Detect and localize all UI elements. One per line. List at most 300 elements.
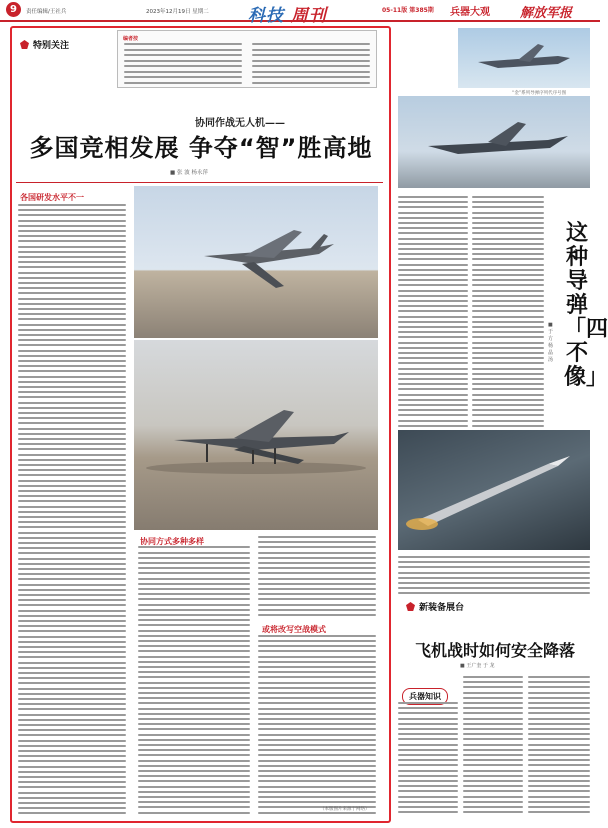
text-line	[472, 404, 544, 406]
text-line	[398, 414, 468, 416]
text-line	[18, 329, 126, 331]
text-line	[398, 378, 468, 380]
text-line	[463, 744, 523, 746]
text-line	[472, 222, 544, 224]
text-line	[18, 287, 126, 289]
text-line	[398, 310, 468, 312]
text-line	[138, 723, 250, 725]
text-line	[138, 619, 250, 621]
text-line	[18, 792, 126, 794]
issue-number: 05-11版 第385期	[382, 7, 434, 14]
text-line	[18, 220, 126, 222]
text-line	[463, 723, 523, 725]
text-line	[398, 409, 468, 411]
text-line	[398, 284, 468, 286]
text-line	[463, 697, 523, 699]
text-line	[258, 588, 376, 590]
text-line	[124, 43, 242, 45]
text-line	[252, 65, 370, 67]
text-line	[258, 562, 376, 564]
brand-sub: 周刊	[290, 6, 327, 26]
text-line	[398, 425, 468, 427]
special-focus-tag	[20, 38, 69, 51]
text-line	[138, 687, 250, 689]
text-line	[398, 196, 468, 198]
text-line	[258, 765, 376, 767]
text-line	[472, 373, 544, 375]
text-line	[463, 801, 523, 803]
text-line	[138, 604, 250, 606]
text-line	[138, 557, 250, 559]
text-line	[398, 274, 468, 276]
text-line	[472, 248, 544, 250]
text-line	[138, 749, 250, 751]
text-line	[463, 712, 523, 714]
text-line	[472, 227, 544, 229]
text-line	[18, 438, 126, 440]
new-equipment-tag	[406, 600, 464, 613]
text-line	[398, 373, 468, 375]
text-line	[398, 238, 468, 240]
text-line	[18, 755, 126, 757]
text-line	[258, 567, 376, 569]
text-line	[138, 614, 250, 616]
drone-runway-icon	[134, 340, 378, 530]
text-line	[463, 770, 523, 772]
brand-main: 科技	[248, 6, 284, 26]
text-line	[18, 625, 126, 627]
text-line	[463, 785, 523, 787]
text-line	[398, 347, 468, 349]
text-line	[398, 702, 458, 704]
text-line	[18, 719, 126, 721]
text-line	[252, 82, 370, 84]
text-line	[138, 578, 250, 580]
text-line	[528, 744, 590, 746]
text-line	[18, 386, 126, 388]
text-line	[528, 712, 590, 714]
text-line	[472, 342, 544, 344]
text-line	[463, 733, 523, 735]
pin-icon	[20, 40, 29, 49]
text-line	[398, 212, 468, 214]
text-line	[528, 801, 590, 803]
text-line	[398, 738, 458, 740]
text-line	[138, 791, 250, 793]
text-line	[398, 222, 468, 224]
text-line	[138, 666, 250, 668]
text-line	[472, 238, 544, 240]
text-line	[398, 723, 458, 725]
text-line	[398, 561, 590, 563]
text-line	[472, 295, 544, 297]
text-line	[398, 749, 458, 751]
aircraft-icon	[398, 96, 590, 188]
text-line	[18, 485, 126, 487]
text-line	[252, 54, 370, 56]
article-byline: ■ 张 波 杨永萍	[170, 170, 208, 176]
text-line	[138, 692, 250, 694]
weapon-knowledge-label: 兵器知识	[409, 692, 441, 701]
text-line	[528, 796, 590, 798]
text-line	[472, 212, 544, 214]
text-line	[18, 469, 126, 471]
text-line	[124, 60, 242, 62]
text-line	[463, 790, 523, 792]
text-line	[138, 671, 250, 673]
text-line	[398, 217, 468, 219]
text-line	[463, 811, 523, 813]
text-line	[258, 604, 376, 606]
text-line	[18, 428, 126, 430]
text-line	[258, 786, 376, 788]
text-line	[528, 686, 590, 688]
new-equipment-label: 新装备展台	[419, 603, 465, 613]
text-line	[18, 568, 126, 570]
text-line	[472, 378, 544, 380]
text-line	[398, 572, 590, 574]
missile-icon	[398, 430, 590, 550]
text-line	[398, 566, 590, 568]
article-headline: 多国竞相发展 争夺“智”胜高地	[29, 134, 373, 162]
text-line	[472, 336, 544, 338]
text-line	[18, 261, 126, 263]
text-line	[18, 246, 126, 248]
text-line	[138, 770, 250, 772]
text-line	[18, 516, 126, 518]
text-line	[18, 672, 126, 674]
text-line	[398, 759, 458, 761]
text-line	[398, 811, 458, 813]
missile-article-byline: ■ 于 方 杨 晶 汤	[548, 322, 554, 363]
text-line	[398, 368, 468, 370]
text-line	[138, 734, 250, 736]
text-line	[18, 381, 126, 383]
text-line	[463, 728, 523, 730]
text-line	[18, 662, 126, 664]
text-line	[398, 290, 468, 292]
text-line	[138, 682, 250, 684]
text-line	[472, 196, 544, 198]
text-line	[463, 806, 523, 808]
text-line	[18, 376, 126, 378]
text-line	[18, 745, 126, 747]
text-line	[138, 765, 250, 767]
text-line	[18, 740, 126, 742]
text-line	[528, 733, 590, 735]
text-line	[18, 407, 126, 409]
text-line	[472, 409, 544, 411]
text-line	[258, 682, 376, 684]
text-line	[463, 702, 523, 704]
text-line	[258, 661, 376, 663]
text-line	[18, 781, 126, 783]
page-header	[0, 0, 600, 26]
text-line	[463, 775, 523, 777]
text-line	[398, 785, 458, 787]
image-source-note: （本版图片来源于网络）	[320, 807, 370, 812]
text-line	[258, 801, 376, 803]
text-line	[258, 697, 376, 699]
text-line	[258, 708, 376, 710]
text-line	[258, 713, 376, 715]
text-line	[258, 635, 376, 637]
text-line	[528, 785, 590, 787]
text-line	[398, 232, 468, 234]
text-line	[18, 776, 126, 778]
text-line	[138, 593, 250, 595]
text-line	[398, 279, 468, 281]
text-line	[258, 749, 376, 751]
text-line	[398, 556, 590, 558]
jet-icon	[458, 28, 590, 88]
text-line	[18, 402, 126, 404]
text-line	[528, 780, 590, 782]
brand-logo	[248, 1, 327, 26]
text-line	[252, 76, 370, 78]
text-line	[18, 391, 126, 393]
text-line	[398, 707, 458, 709]
text-line	[472, 300, 544, 302]
text-line	[398, 362, 468, 364]
missile-launch-photo	[398, 430, 590, 550]
text-line	[398, 248, 468, 250]
text-line	[18, 298, 126, 300]
text-line	[18, 230, 126, 232]
text-line	[258, 723, 376, 725]
editor-note-box	[117, 30, 377, 88]
text-line	[398, 592, 590, 594]
text-line	[18, 714, 126, 716]
text-line	[528, 790, 590, 792]
text-line	[528, 806, 590, 808]
text-line	[398, 770, 458, 772]
text-line	[398, 206, 468, 208]
text-line	[18, 235, 126, 237]
text-line	[258, 557, 376, 559]
text-line	[18, 365, 126, 367]
text-line	[138, 661, 250, 663]
text-line	[138, 786, 250, 788]
text-line	[472, 394, 544, 396]
text-line	[18, 360, 126, 362]
text-line	[463, 759, 523, 761]
drone-flight-icon	[134, 186, 378, 338]
text-line	[124, 71, 242, 73]
text-line	[528, 738, 590, 740]
text-line	[18, 729, 126, 731]
text-line	[258, 796, 376, 798]
text-line	[18, 495, 126, 497]
text-line	[472, 414, 544, 416]
text-line	[398, 326, 468, 328]
text-line	[463, 686, 523, 688]
text-line	[398, 744, 458, 746]
text-line	[138, 640, 250, 642]
text-line	[18, 698, 126, 700]
text-line	[528, 676, 590, 678]
text-line	[124, 76, 242, 78]
text-line	[398, 404, 468, 406]
text-line	[138, 744, 250, 746]
text-line	[398, 300, 468, 302]
text-line	[18, 204, 126, 206]
text-line	[124, 49, 242, 51]
text-line	[398, 728, 458, 730]
text-line	[258, 734, 376, 736]
text-line	[18, 303, 126, 305]
text-line	[472, 347, 544, 349]
text-line	[398, 253, 468, 255]
text-line	[398, 712, 458, 714]
text-line	[528, 759, 590, 761]
text-line	[472, 310, 544, 312]
text-line	[472, 321, 544, 323]
text-line	[138, 775, 250, 777]
text-line	[18, 433, 126, 435]
page-number: 9	[6, 2, 21, 17]
text-line	[18, 558, 126, 560]
text-line	[258, 578, 376, 580]
text-line	[398, 227, 468, 229]
text-line	[258, 593, 376, 595]
text-line	[18, 313, 126, 315]
text-line	[472, 425, 544, 427]
text-line	[463, 681, 523, 683]
text-line	[18, 339, 126, 341]
text-line	[472, 399, 544, 401]
text-line	[18, 324, 126, 326]
text-line	[258, 739, 376, 741]
text-line	[258, 744, 376, 746]
text-line	[472, 352, 544, 354]
text-line	[398, 243, 468, 245]
text-line	[258, 760, 376, 762]
aircraft-photo	[398, 96, 590, 188]
text-line	[463, 676, 523, 678]
text-line	[472, 201, 544, 203]
text-line	[18, 464, 126, 466]
text-line	[472, 274, 544, 276]
drone-runway-photo	[134, 340, 378, 530]
text-line	[258, 671, 376, 673]
text-line	[258, 656, 376, 658]
text-line	[138, 656, 250, 658]
text-line	[124, 65, 242, 67]
text-line	[18, 256, 126, 258]
section-heading-1: 各国研发水平不一	[20, 193, 84, 202]
text-line	[472, 383, 544, 385]
text-line	[18, 277, 126, 279]
text-line	[138, 635, 250, 637]
text-line	[463, 718, 523, 720]
text-line	[528, 681, 590, 683]
text-line	[18, 599, 126, 601]
text-line	[18, 641, 126, 643]
text-line	[138, 588, 250, 590]
pin-icon	[406, 602, 415, 611]
text-line	[18, 573, 126, 575]
text-line	[18, 521, 126, 523]
text-line	[528, 707, 590, 709]
text-line	[18, 646, 126, 648]
text-line	[528, 775, 590, 777]
special-focus-label: 特别关注	[33, 41, 70, 51]
text-line	[463, 692, 523, 694]
text-line	[398, 295, 468, 297]
text-line	[472, 279, 544, 281]
text-line	[138, 583, 250, 585]
text-line	[472, 253, 544, 255]
text-line	[528, 770, 590, 772]
text-line	[138, 718, 250, 720]
text-line	[528, 749, 590, 751]
text-line	[398, 269, 468, 271]
text-line	[252, 49, 370, 51]
text-line	[18, 563, 126, 565]
text-line	[258, 666, 376, 668]
text-line	[528, 728, 590, 730]
text-line	[472, 420, 544, 422]
text-line	[18, 547, 126, 549]
text-line	[258, 770, 376, 772]
text-line	[398, 420, 468, 422]
text-line	[472, 316, 544, 318]
text-line	[398, 342, 468, 344]
text-line	[398, 577, 590, 579]
text-line	[138, 630, 250, 632]
missile-family-caption: “金”系列导弹序列代序号图	[512, 91, 567, 96]
text-line	[138, 552, 250, 554]
text-line	[138, 760, 250, 762]
text-line	[398, 754, 458, 756]
text-line	[472, 232, 544, 234]
text-line	[18, 688, 126, 690]
text-line	[472, 217, 544, 219]
text-line	[398, 399, 468, 401]
text-line	[138, 713, 250, 715]
text-line	[124, 82, 242, 84]
text-line	[18, 620, 126, 622]
text-line	[463, 796, 523, 798]
text-line	[18, 677, 126, 679]
text-line	[18, 282, 126, 284]
text-line	[18, 594, 126, 596]
text-line	[398, 336, 468, 338]
text-line	[18, 693, 126, 695]
text-line	[18, 225, 126, 227]
landing-article-byline: ■ 王广奎 于 龙	[460, 663, 495, 669]
text-line	[472, 357, 544, 359]
text-line	[18, 454, 126, 456]
text-line	[398, 316, 468, 318]
text-line	[18, 651, 126, 653]
text-line	[18, 584, 126, 586]
text-line	[258, 536, 376, 538]
missile-family-photo	[458, 28, 590, 88]
text-line	[258, 614, 376, 616]
text-line	[18, 443, 126, 445]
text-line	[398, 587, 590, 589]
text-line	[398, 264, 468, 266]
text-line	[18, 355, 126, 357]
text-line	[258, 583, 376, 585]
editor-note-heading: 编者按	[123, 36, 139, 42]
text-line	[472, 243, 544, 245]
text-line	[398, 775, 458, 777]
text-line	[472, 269, 544, 271]
text-line	[18, 334, 126, 336]
